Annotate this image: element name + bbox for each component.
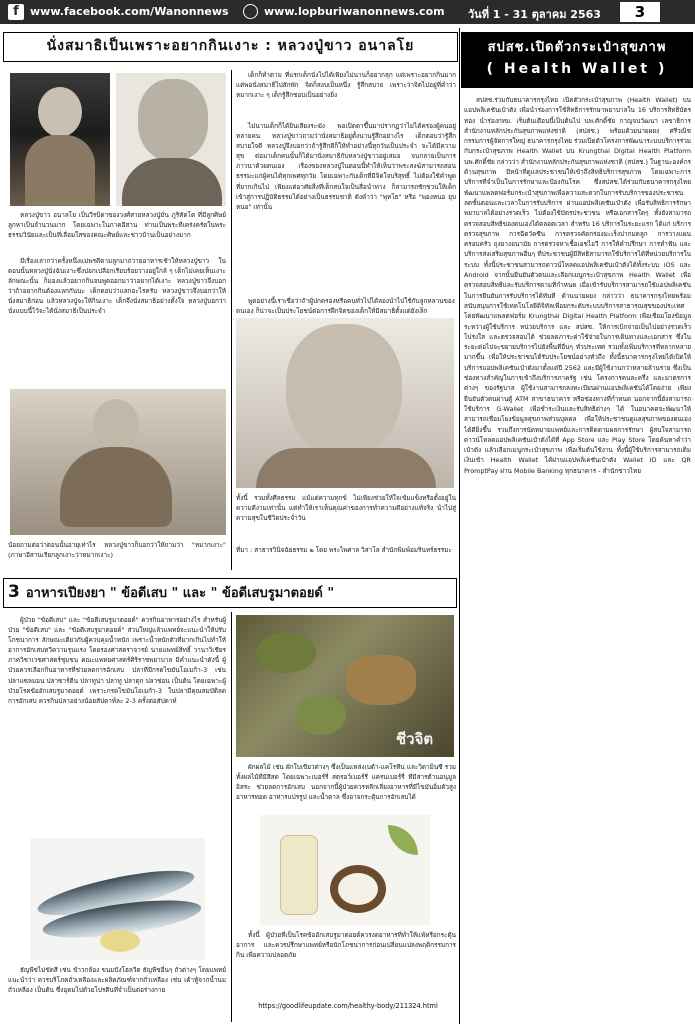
- article3-fish-caption: ธัญพืชไม่ขัดสี เช่น ข้าวกล้อง ขนมปังโฮลวีต ธัญพืชอื่นๆ ถั่วต่างๆ โดยแพทย์แนะนำว่า ควรบริโภคถั่วเหลืองและผลิตภัณฑ์จากถั่วเหลือง เช่น เต้าหู้จากน้ำนมถั่วเหลือง เป็นต้น ซึ่งอุดมไปด้วยโปรตีนที่จำเป็นต่อร่างกาย: [8, 966, 226, 994]
- article3-number: 3: [8, 582, 20, 602]
- article1-body-mid-1: เด็กก็ทำตาม ที่แรกเด็กนั่งไปได้เพียงไม่นานก็อยากลุก แต่เพราะอยากกินมาก แต่พอนั่งสมาธิไปสักพัก จิตก็สงบเป็นหนึ่ง รู้สึกสบาย เพราะว่าจิตไปอยู่ที่คำว่าหมากเงาะ ๆ เด็กรู้สึกชอบเป็นอย่างยิ่ง: [236, 71, 456, 100]
- article3-body-right-1: ผักผลไม้ เช่น ผักใบเขียวต่างๆ ซึ่งเป็นแหล่งเบต้า-แคโรทีน และวิตามินซี รวมทั้งผลไม้ที่มีสีสด โดยเฉพาะเบอร์รี่ สตรอว์เบอร์รี่ แครนเบอร์รี่ ที่มีสารต้านอนุมูลอิสระ ช่วยลดการอักเสบ นอกจากนี้ผู้ป่วยควรหลีกเลี่ยงอาหารที่มีไขมันอิ่มตัวสูง อาหารทอด อาหารแปรรูป และน้ำตาล ซึ่งอาจกระตุ้นการอักเสบได้: [236, 763, 456, 802]
- facebook-link[interactable]: www.facebook.com/Wanonnews: [30, 5, 229, 18]
- article2-subtitle: ( Health Wallet ): [486, 61, 668, 77]
- article3-title: อาหารเปียงยา " ข้อดีเสบ " และ " ข้อดีเสบรูมาตอยด์ ": [25, 586, 335, 601]
- article3-source-url[interactable]: https://goodlifeupdate.com/healthy-body/211324.html: [258, 1002, 438, 1010]
- article3-photo-coconut-oil: [260, 815, 430, 925]
- article3-title-box: [3, 578, 457, 608]
- article3-body-right-2: ทั้งนี้ ผู้ป่วยที่เป็นโรคข้ออักเสบรูมาตอยด์ควรงดอาหารที่ทำให้แพ้หรือกระตุ้นอาการ และควรปรึกษาแพทย์หรือนักโภชนาการก่อนเปลี่ยนแปลงพฤติกรรมการกิน เพื่อความปลอดภัย: [236, 931, 456, 960]
- article1-photo-monk-portrait: [236, 318, 454, 488]
- article1-title: นั่งสมาธิเป็นเพราะอยากกินเงาะ : หลวงปู่ขาว อนาลโย: [3, 32, 458, 62]
- article3-column-divider: [231, 612, 232, 1022]
- website-link[interactable]: www.lopburiwanonnews.com: [264, 5, 445, 18]
- article1-caption-1: หลวงปู่ขาว อนาลโย เป็นวีรบิดาของวงศ์สายหลวงปู่มั่น ภูริทัตโต ที่มีลูกศิษย์ลูกหาเป็นจำนวนมาก โดยเฉพาะในภาคอีสาน ท่านเป็นพระที่เคร่งครัดในพระธรรมวินัยและเป็นที่เลื่อมใสของคณะศิษย์และชาวบ้านเป็นอย่างมาก: [8, 211, 226, 239]
- article1-source: ที่มา : สาธารวินิจฉัยธรรม ๒ โดย พระไพศาล วิสาโล สำนักพิมพ์อมรินทร์ธรรมะ: [236, 546, 452, 554]
- page-column-rule: [459, 28, 460, 1024]
- article3-body-left: ผู้ป่วย "ข้อดีเสบ" และ "ข้อดีเสบรูมาตอยด์" ควรกินอาหารอย่างไร สำหรับผู้ป่วย "ข้อดีเสบ" และ "ข้อดีเสบรูมาตอยด์" ส่วนใหญ่แล้วแพทย์จะแนะนำให้ปรับโภชนาการ ลักษณะเดียวกับผู้ควบคุมน้ำหนัก เพราะน้ำหนักตัวที่มากเกินไปทำให้อาการอักเสบทวีความรุนแรง โดยรองศาสตราจารย์ นายแพทย์สิทธิ์ วานาวิเชียร ภาควิชาเวชศาสตร์ชุมชน คณะแพทยศาสตร์ศิริราชพยาบาล มีคำแนะนำดังนี้ ผู้ป่วยควรเลือกกินอาหารที่ช่วยลดการอักเสบ ปลาที่มีกรดไขมันโอเมก้า-3 เช่น ปลาแซลมอน ปลาซาร์ดีน ปลาทูน่า ปลาทู ปลาดุก ปลาช่อน เป็นต้น โดยเฉพาะผู้ป่วยโรคข้ออักเสบรูมาตอยด์ เพราะกรดไขมันโอเมก้า-3 ในปลามีคุณสมบัติลดการอักเสบ ควรกินปลาอย่างน้อยสัปดาห์ละ 2-3 ครั้งต่อสัปดาห์: [8, 616, 226, 705]
- photo-watermark: ชีวจิต: [396, 730, 434, 748]
- article1-photo-monk-2: [116, 73, 226, 206]
- article3-photo-fish: [30, 838, 205, 960]
- article1-photo-monk-1: [10, 73, 110, 206]
- column-divider: [231, 70, 232, 570]
- globe-icon: [243, 4, 258, 19]
- article3-photo-vegetables: [236, 615, 454, 757]
- header-bar: [0, 0, 695, 24]
- article2-title: สปสช.เปิดตัวกระเป๋าสุขภาพ: [487, 40, 667, 55]
- article1-photo-monk-3: [10, 389, 226, 535]
- article2-body: สปสช.ร่วมกับธนาคารกรุงไทย เปิดตัวกระเป๋าสุขภาพ (Health Wallet) บนแอปพลิเคชันเป๋าตัง เพื่อนำร่องการใช้สิทธิการรักษาพยาบาลใน 16 บริการสิทธิบัตรทอง นำร่องกทม. เริ่มต้นเดือนนี้เป็นต้นไป นพ.ศักดิ์ชัย กาญจนวัฒนา เลขาธิการสำนักงานหลักประกันสุขภาพแห่งชาติ (สปสช.) พร้อมด้วยนายผยง ศรีวณิช กรรมการผู้จัดการใหญ่ ธนาคารกรุงไทย ร่วมเปิดตัวโครงการพัฒนาระบบบริการร่วมกับกระเป๋าสุขภาพ Health Wallet บน Krungthai Digital Health Platform นพ.ศักดิ์ชัย กล่าวว่า สำนักงานหลักประกันสุขภาพแห่งชาติ (สปสช.) ในฐานะองค์กรด้านสุขภาพ มีหน้าที่ดูแลประชาชนให้เข้าถึงสิทธิบริการสุขภาพ โดยเฉพาะการบริการที่จำเป็นในการรักษาและป้องกันโรค ซึ่งสปสช.ได้ร่วมกับธนาคารกรุงไทยพัฒนาแพลตฟอร์มกระเป๋าสุขภาพเพื่อความสะดวกในการรับบริการของประชาชน ลดขั้นตอนและเวลาในการรับบริการ ผ่านแอปพลิเคชันเป๋าตัง เพื่อรับสิทธิการรักษาพยาบาลได้อย่างรวดเร็ว ไม่ต้องใช้บัตรประชาชน หรือเอกสารใดๆ ทั้งยังสามารถตรวจสอบสิทธิของตนเองได้ตลอดเวลา สำหรับ 16 บริการในระยะแรก ได้แก่ บริการตรวจสุขภาพ การฉีดวัคซีน การตรวจคัดกรองมะเร็งปากมดลูก การวางแผนครอบครัว ถุงยางอนามัย การตรวจหาเชื้อเอชไอวี การให้คำปรึกษา การทำฟัน และบริการส่งเสริมสุขภาพอื่นๆ ที่ประชาชนผู้มีสิทธิสามารถใช้บริการได้ที่หน่วยบริการในระบบ ทั้งนี้ประชาชนสามารถดาวน์โหลดแอปพลิเคชันเป๋าตังได้ทั้งระบบ iOS และ Android จากนั้นยืนยันตัวตนและเลือกเมนูกระเป๋าสุขภาพ Health Wallet เพื่อตรวจสอบสิทธิและรับบริการตามที่กำหนด เมื่อเข้ารับบริการสามารถใช้แอปพลิเคชันในการยืนยันการรับบริการได้ทันที ด้านนายผยง กล่าวว่า ธนาคารกรุงไทยพร้อมสนับสนุนการใช้เทคโนโลยีดิจิทัลเพื่อยกระดับระบบบริการสาธารณสุขของประเทศ โดยพัฒนาแพลตฟอร์ม Krungthai Digital Health Platform เพื่อเชื่อมโยงข้อมูลระหว่างผู้ใช้บริการ หน่วยบริการ และ สปสช. ให้การเบิกจ่ายเป็นไปอย่างรวดเร็ว โปร่งใส และตรวจสอบได้ ช่วยลดภาระค่าใช้จ่ายในการเดินทางและเอกสาร ซึ่งในระยะต่อไปจะขยายบริการไปยังพื้นที่อื่นๆ ทั่วประเทศ รวมทั้งเพิ่มบริการที่หลากหลายมากขึ้น เพื่อให้ประชาชนได้รับประโยชน์อย่างทั่วถึง ทั้งนี้ธนาคารกรุงไทยได้เปิดให้บริการแอปพลิเคชันเป๋าตังมาตั้งแต่ปี 2562 และมีผู้ใช้งานกว่าหลายล้านราย ซึ่งเป็นช่องทางสำคัญในการเข้าถึงบริการภาครัฐ เช่น โครงการคนละครึ่ง และมาตรการต่างๆ ของรัฐบาล ผู้ใช้งานสามารถลงทะเบียนผ่านแอปพลิเคชันได้โดยง่าย เพียงยืนยันตัวตนผ่านตู้ ATM สาขาธนาคาร หรือช่องทางที่กำหนด นอกจากนี้ยังสามารถใช้บริการ G-Wallet เพื่อชำระเงินและรับสิทธิต่างๆ ได้ ในอนาคตจะพัฒนาให้สามารถเชื่อมโยงข้อมูลสุขภาพส่วนบุคคล เพื่อให้ประชาชนดูแลสุขภาพของตนเองได้ดียิ่งขึ้น รวมถึงการนัดหมายแพทย์และการติดตามผลการรักษา ผู้สนใจสามารถดาวน์โหลดแอปพลิเคชันเป๋าตังได้ที่ App Store และ Play Store โดยค้นหาคำว่า เป๋าตัง แล้วเลือกเมนูกระเป๋าสุขภาพ เพื่อเริ่มต้นใช้งาน ทั้งนี้ผู้ใช้บริการสามารถเติมเงินเข้า Health Wallet ได้ผ่านแอปพลิเคชันเป๋าตัง Wallet ID และ QR PromptPay ผ่าน Mobile Banking ทุกธนาคาร - สำนักข่าวไทย: [464, 96, 691, 475]
- article1-body-mid-2: ไม่นานเด็กก็ได้ยินเสียงระฆัง พอเปิดตาขึ้นมาปรากฏว่าไม่ได้ครองผู้คนอยู่หลายคน หลวงปู่ขาวถามว่านั่งสมาธิอยู่ตั้งนานรู้สึกอย่างไร เด็กตอบว่ารู้สึกสบายใจดี หลวงปู่จึงบอกว่าถ้ารู้สึกดีก็ให้ทำอย่างนี้ทุกวันเป็นประจำ จะได้มีความสุข ต่อมาเด็กคนนั้นก็ได้มานั่งสมาธิกับหลวงปู่ขาวอยู่เสมอ จนกลายเป็นการภาวนาด้วยตนเอง เรื่องของหลวงปู่ในตอนนี้ทำให้เห็นว่าพระสงฆ์สามารถสอนธรรมะแก่ผู้คนได้ทุกเพศทุกวัย โดยเฉพาะกับเด็กที่มีจิตใจบริสุทธิ์ ไม่ต้องใช้คำพูดที่ยากเกินไป เพียงแต่อาศัยสิ่งที่เด็กสนใจเป็นสื่อนำทาง ก็สามารถชักชวนให้เด็กเข้าสู่การปฏิบัติธรรมได้อย่างเป็นธรรมชาติ ดังคำว่า "พุทโธ" หรือ "พองหนอ ยุบหนอ" เท่านั้น: [236, 122, 456, 211]
- article1-caption-2: น้อยถามต่อว่าตอนนั้นอายุเท่าไร หลวงปู่ขาวก็บอกว่าให้ถามว่า "หมากเงาะ" (ภาษาอีสานเรียกลูกเงาะว่าหมากเงาะ): [8, 541, 226, 559]
- article1-body-left: มีเรื่องเล่ากว่าครั้งหนึ่งแม่พรดีตามลูกมาถวายอาหารเช้าให้หลวงปู่ขาว ในตอนนั้นหลวงปู่นั่งฉันเงาะซึ่งปอกเปลือกเรียบร้อยวางอยู่ใกล้ ๆ เด็กไม่เคยเห็นเงาะลักษณะนั้น ก็มองแล้วอยากกินจนพูดออกมาว่าอยากได้เงาะ หลวงปู่ขาวจึงบอกว่าถ้าอยากกินต้องแลกกันนะ เด็กตอบว่าแลกอะไรครับ หลวงปู่ขาวจึงบอกว่าให้นั่งสมาธิก่อน แล้วหลวงปู่จะให้กินเงาะ เด็กจึงนั่งสมาธิอย่างตั้งใจ หลวงปู่บอกว่านั่งแบบนี้ไว้จะได้นั่งสมาธิเป็นประจำ: [8, 257, 226, 316]
- facebook-icon: f: [8, 4, 24, 20]
- article2-title-box: [461, 32, 693, 88]
- issue-date: วันที่ 1 - 31 ตุลาคม 2563: [468, 8, 601, 21]
- article1-body-mid-3: พูดอย่างนี้เราเชื่อว่าถ้าผู้ปกครองหรือคนทั่วไปได้ลองนำไปใช้กับลูกหลานของตนเอง ก็น่าจะเป็นประโยชน์ต่อการฝึกจิตของเด็กให้มีสมาธิตั้งแต่ยังเล็ก: [236, 297, 455, 316]
- page-number: 3: [620, 2, 660, 22]
- article1-caption-3: ทั้งนี้ รวมทั้งศีลธรรม แม้แต่ความทุกข์ ไม่เพียงช่วยให้ใจเข้มแข็งหรือตั้งอยู่ในความดีงามเท่านั้น แต่ทำให้เราเห็นคุณค่าของการทำความดีอย่างแท้จริง นำไปสู่ความสุขในชีวิตประจำวัน: [236, 494, 456, 522]
